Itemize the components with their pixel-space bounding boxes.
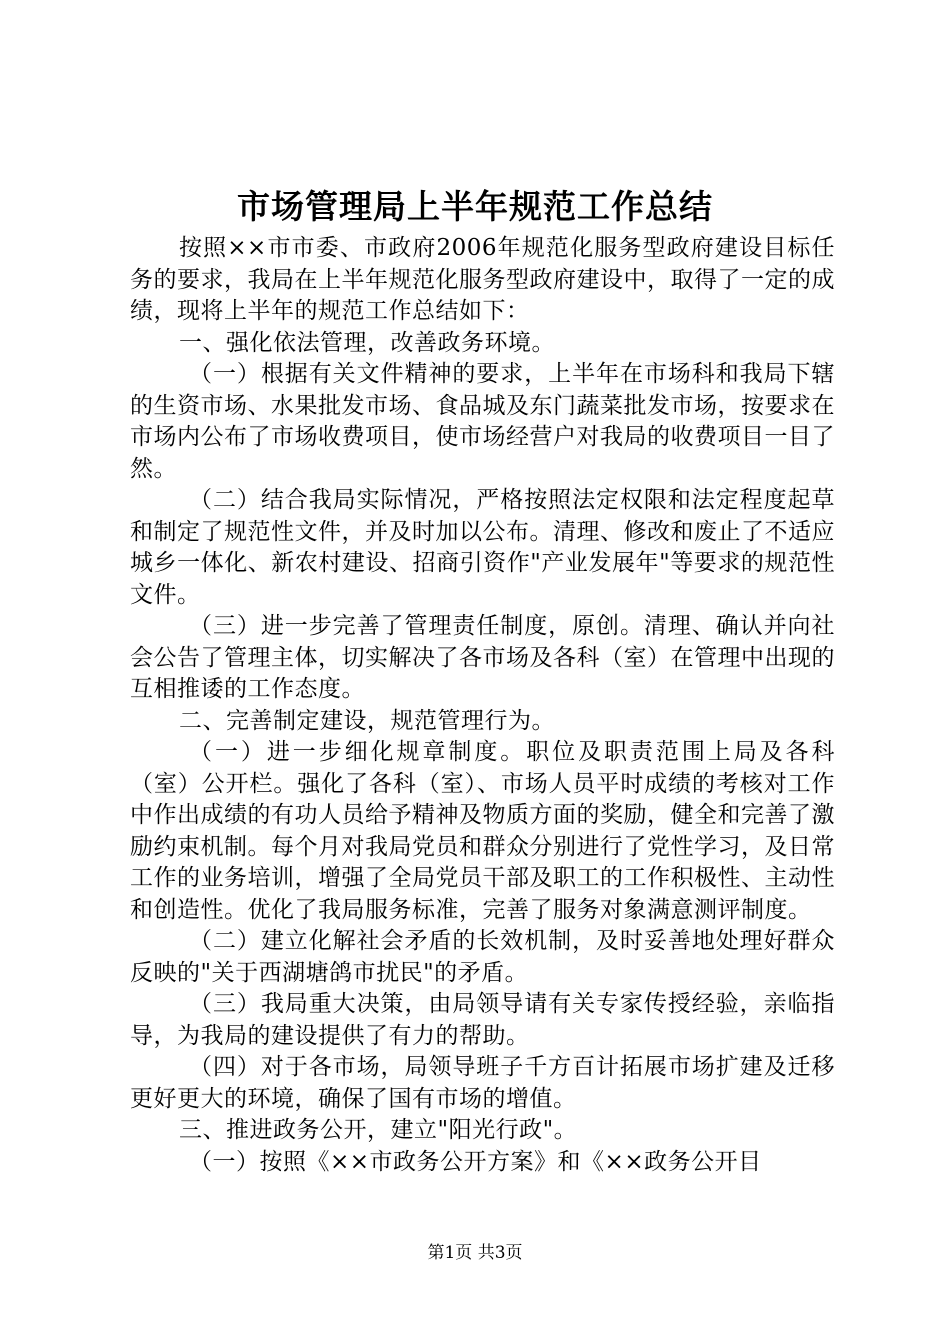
- section-heading-2: 二、完善制定建设，规范管理行为。: [179, 707, 555, 734]
- paragraph: （四）对于各市场，局领导班子千方百计拓展市场扩建及迁移更好更大的环境，确保了国有市场的增值。: [130, 1054, 835, 1112]
- paragraph: （一）进一步细化规章制度。职位及职责范围上局及各科（室）公开栏。强化了各科（室）、市场人员平时成绩的考核对工作中作出成绩的有功人员给予精神及物质方面的奖励，健全和完善了激励约束机制。每个月对我局党员和群众分别进行了党性学习，及日常工作的业务培训，增强了全局党员干部及职工的工作积极性、主动性和创造性。优化了我局服务标准，完善了服务对象满意测评制度。: [130, 739, 835, 923]
- page-number-footer: 第1页 共3页: [427, 1243, 523, 1263]
- paragraph: （三）进一步完善了管理责任制度，原创。清理、确认并向社会公告了管理主体，切实解决了各市场及各科（室）在管理中出现的互相推诿的工作态度。: [130, 613, 835, 702]
- section-heading-1: 一、强化依法管理，改善政务环境。: [179, 329, 555, 356]
- document-body: [130, 233, 835, 1178]
- paragraph: （二）结合我局实际情况，严格按照法定权限和法定程度起草和制定了规范性文件，并及时加以公布。清理、修改和废止了不适应城乡一体化、新农村建设、招商引资作"产业发展年"等要求的规范性文件。: [130, 487, 835, 608]
- paragraph: （一）根据有关文件精神的要求，上半年在市场科和我局下辖的生资市场、水果批发市场、食品城及东门蔬菜批发市场，按要求在市场内公布了市场收费项目，使市场经营户对我局的收费项目一目了然。: [130, 361, 835, 482]
- document-title: 市场管理局上半年规范工作总结: [237, 187, 713, 226]
- paragraph: （三）我局重大决策，由局领导请有关专家传授经验，亲临指导，为我局的建设提供了有力的帮助。: [130, 991, 835, 1049]
- intro-paragraph: 按照××市市委、市政府2006年规范化服务型政府建设目标任务的要求，我局在上半年规范化服务型政府建设中，取得了一定的成绩，现将上半年的规范工作总结如下：: [130, 235, 835, 324]
- section-heading-3: 三、推进政务公开，建立"阳光行政"。: [179, 1117, 578, 1143]
- paragraph: （二）建立化解社会矛盾的长效机制，及时妥善地处理好群众反映的"关于西湖塘鸽市扰民"的矛盾。: [130, 928, 835, 986]
- paragraph: （一）按照《××市政务公开方案》和《××政务公开目: [189, 1148, 762, 1175]
